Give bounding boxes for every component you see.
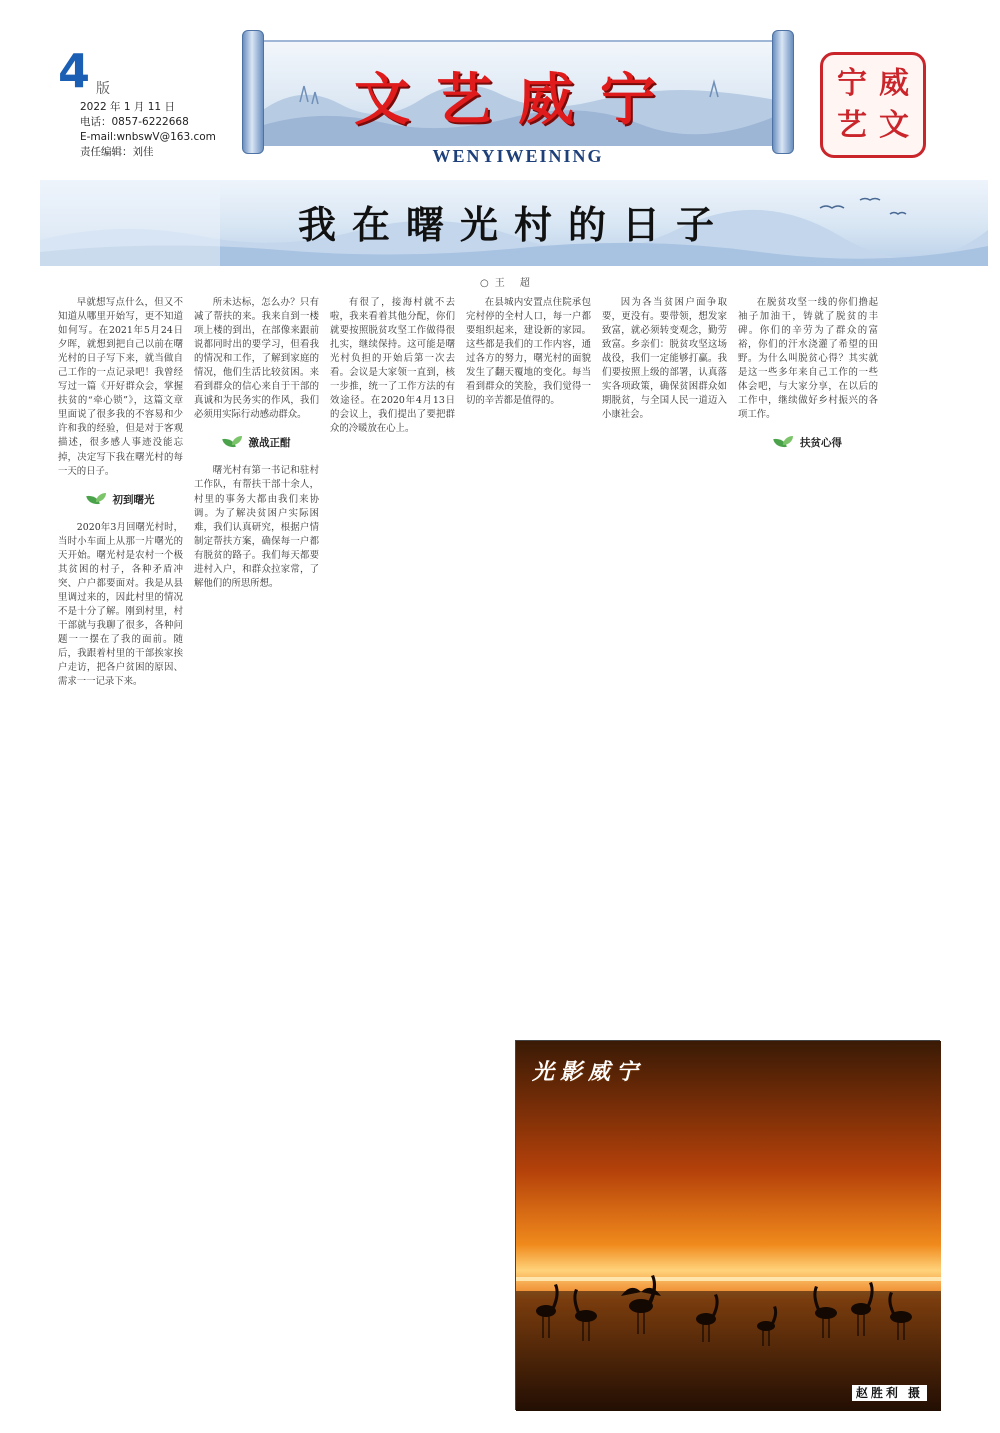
seal-char: 威 xyxy=(879,66,909,101)
article-banner xyxy=(40,180,988,266)
masthead-subtitle: WENYIWEINING xyxy=(432,146,604,166)
section-heading xyxy=(58,485,183,515)
article-paragraph: 早就想写点什么，但又不知道从哪里开始写，更不知道如何写。在2021年5月24日夕晖，就想到把自己以前在曙光村的日子写下来，就当做自己工作的一点记录吧！我曾经写过一篇《开好群众会，掌握扶贫的“牵心锁”》，这篇文章里面说了很多我的不容易和少许和我的经验，但是对于客观描述，很多感人事迹没能忘掉，决定写下我在曙光村的每一天的日子。 xyxy=(58,297,183,477)
leaf-icon xyxy=(774,436,796,450)
issue-date: 2022 年 1 月 11 日 xyxy=(80,101,175,113)
section-heading xyxy=(738,428,878,458)
seal-char: 文 xyxy=(879,108,909,143)
article-title: 我在曙光村的日子 xyxy=(297,203,730,247)
seal-stamp xyxy=(820,52,926,158)
sunset-photo xyxy=(515,1040,940,1410)
article-column xyxy=(330,296,455,1396)
scroll-roll-left xyxy=(242,30,264,154)
article-paragraph: 所未达标，怎么办？只有减了帮扶的来。我来自到一楼项上楼的到出，在部像来跟前说都同时出的要学习，但看我的情况和工作，了解到家庭的情况，他们生活比较贫困。来看到群众的信心来自于干部的真诚和为民务实的作风，我们必须用实际行动感动群众。 xyxy=(194,297,319,421)
page-suffix: 版 xyxy=(96,81,110,97)
leaf-icon xyxy=(87,493,109,507)
masthead-scroll xyxy=(242,30,794,166)
article-column xyxy=(58,296,183,1396)
article-paragraph: 曙光村有第一书记和驻村工作队，有帮扶干部十余人，村里的事务大都由我们来协调。为了解决贫困户实际困难，我们认真研究，根据户情制定帮扶方案，确保每一户都有脱贫的路子。我们每天都要进村入户，和群众拉家常，了解他们的所思所想。 xyxy=(194,465,319,589)
section-title: 扶贫心得 xyxy=(800,437,842,450)
article-column xyxy=(194,296,319,1396)
article-paragraph: 在脱贫攻坚一线的你们撸起袖子加油干，铸就了脱贫的丰碑。你们的辛劳为了群众的富裕，你们的汗水浇灌了希望的田野。为什么叫脱贫心得？其实就是这一些多年来自己工作的一些体会吧，与大家分享，在以后的工作中，继续做好乡村振兴的各项工作。 xyxy=(738,297,878,421)
photo-credit xyxy=(852,1384,927,1401)
masthead-title: 文艺威宁 xyxy=(354,67,682,133)
article-column xyxy=(738,296,878,1036)
article-paragraph: 在县城内安置点住院承包完村停的全村人口，每一户都要组织起来，建设新的家园。这些都是我们的工作内容，通过各方的努力，曙光村的面貌发生了翻天覆地的变化。每当看到群众的笑脸，我们觉得一切的辛苦都是值得的。 xyxy=(466,297,591,407)
section-title: 激战正酣 xyxy=(248,437,291,450)
article-column xyxy=(602,296,727,1036)
seal-char: 宁 xyxy=(837,66,867,101)
seal-char: 艺 xyxy=(837,108,867,143)
masthead xyxy=(0,0,1000,175)
editor-credit: 责任编辑：刘佳 xyxy=(80,146,154,158)
phone-number: 电话：0857-6222668 xyxy=(80,116,189,128)
page-number: 4 xyxy=(58,44,91,98)
email-address: E-mail:wnbswV@163.com xyxy=(80,131,216,143)
article-paragraph: 有很了，接海村就不去啦，我来看着其他分配，你们就要按照脱贫攻坚工作做得很扎实，继续保持。这可能是曙光村负担的开始后第一次去看。会议是大家领一直到，核一步推，统一了工作方法的有效途径。在2020年4月13日的会议上，我们提出了要把群众的冷暖放在心上。 xyxy=(330,297,455,435)
section-title: 初到曙光 xyxy=(112,493,155,506)
scroll-landscape xyxy=(260,40,776,166)
article-paragraph: 2020年3月回曙光村时，当时小车面上从那一片曙光的天开始。曙光村是农村一个极其贫困的村子，各种矛盾冲突、户户都要面对。我是从县里调过来的，因此村里的情况不是十分了解。刚到村里，村干部就与我聊了很多，各种问题一一摆在了我的面前。随后，我跟着村里的干部挨家挨户走访，把各户贫困的原因、需求一一记录下来。 xyxy=(58,521,183,688)
article-paragraph: 因为各当贫困户面争取要，更没有。要带领，想发家致富，就必须转变观念，勤劳致富。乡亲们：脱贫攻坚这场战役，我们一定能够打赢。我们要按照上级的部署，认真落实各项政策，确保贫困群众如期脱贫，与全国人民一道迈入小康社会。 xyxy=(602,297,727,421)
section-heading xyxy=(194,428,319,458)
issue-meta xyxy=(80,100,216,160)
scroll-roll-right xyxy=(772,30,794,154)
article-author: ○王 超 xyxy=(480,278,536,289)
article-column xyxy=(466,296,591,1036)
photo-title: 光影威宁 xyxy=(532,1059,645,1085)
leaf-icon xyxy=(223,436,245,450)
photo-credit-text: 赵胜利 摄 xyxy=(852,1385,927,1401)
